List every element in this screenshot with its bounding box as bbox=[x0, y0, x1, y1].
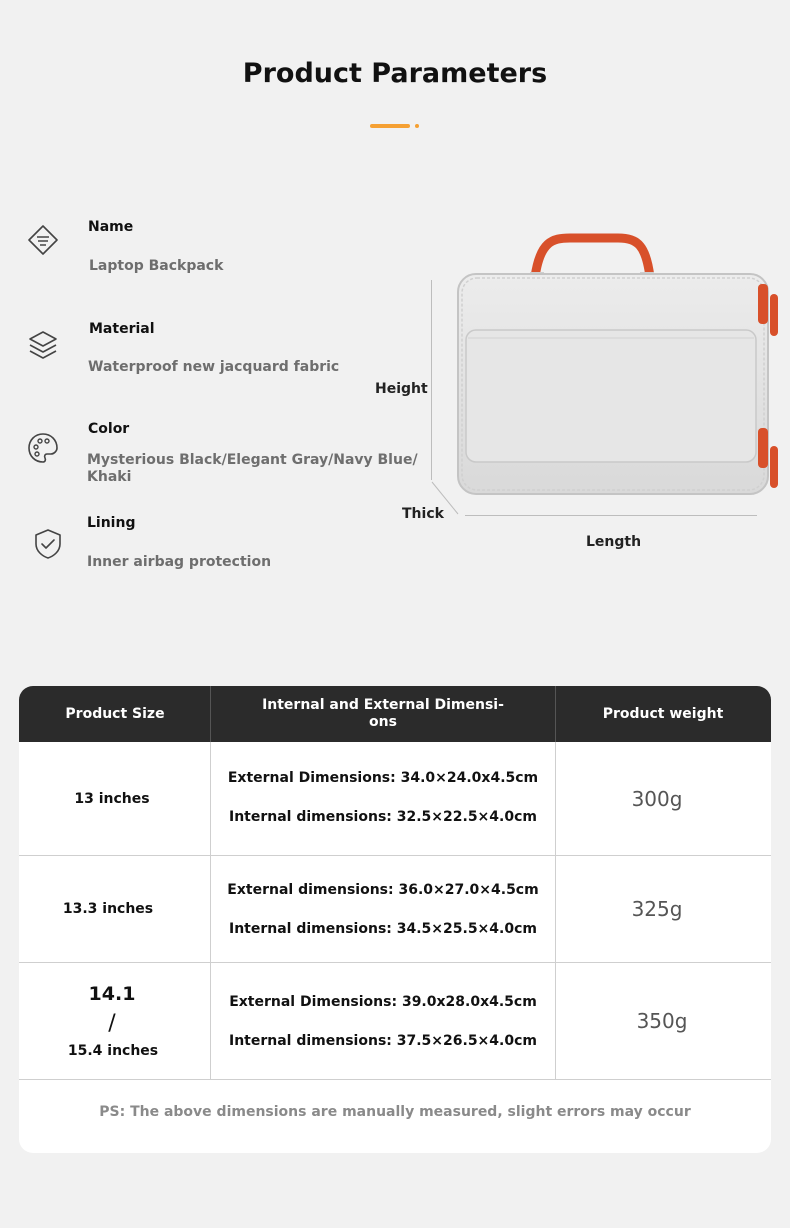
row-internal: Internal dimensions: 37.5×26.5×4.0cm bbox=[229, 1032, 537, 1049]
param-label: Material bbox=[89, 321, 155, 337]
row-size: 13.3 inches bbox=[62, 901, 154, 917]
param-label: Color bbox=[88, 421, 130, 437]
thick-label: Thick bbox=[402, 506, 444, 522]
row-divider bbox=[19, 1079, 771, 1080]
row-internal: Internal dimensions: 34.5×25.5×4.0cm bbox=[229, 920, 537, 937]
table-row bbox=[19, 856, 211, 962]
page-title: Product Parameters bbox=[242, 58, 548, 89]
row-weight: 325g bbox=[631, 897, 683, 921]
laptop-bag-image bbox=[440, 232, 780, 502]
size-table bbox=[19, 686, 771, 1153]
height-guide-line bbox=[431, 280, 432, 480]
row-dimensions bbox=[211, 963, 555, 1079]
title-accent-dot bbox=[415, 124, 419, 128]
table-row bbox=[19, 963, 211, 1079]
height-label: Height bbox=[375, 381, 428, 397]
shield-check-icon bbox=[31, 527, 65, 561]
header-product-size: Product Size bbox=[65, 705, 165, 722]
length-guide-line bbox=[465, 515, 757, 516]
header-dimensions bbox=[211, 686, 555, 742]
param-label: Name bbox=[88, 219, 134, 235]
title-accent-bar bbox=[370, 124, 410, 128]
measurement-note: PS: The above dimensions are manually measured, slight errors may occur bbox=[99, 1104, 691, 1120]
header-dimensions-line1: Internal and External Dimensi- bbox=[262, 697, 504, 713]
row-size-slash: / bbox=[108, 1011, 116, 1036]
diamond-icon bbox=[26, 223, 60, 257]
row-weight-cell bbox=[555, 963, 771, 1079]
param-value-line2: Khaki bbox=[87, 469, 132, 485]
row-size-top: 14.1 bbox=[88, 983, 136, 1005]
param-value: Waterproof new jacquard fabric bbox=[88, 359, 340, 375]
row-size-bottom: 15.4 inches bbox=[67, 1043, 159, 1059]
row-internal: Internal dimensions: 32.5×22.5×4.0cm bbox=[229, 809, 537, 825]
palette-icon bbox=[26, 431, 60, 465]
table-header bbox=[19, 686, 771, 742]
param-value: Laptop Backpack bbox=[89, 258, 224, 274]
header-product-weight: Product weight bbox=[602, 705, 724, 722]
param-value-line1: Mysterious Black/Elegant Gray/Navy Blue/ bbox=[87, 452, 418, 468]
row-weight-cell bbox=[555, 856, 771, 962]
header-dimensions-line2: ons bbox=[369, 714, 397, 730]
row-external: External Dimensions: 34.0×24.0x4.5cm bbox=[227, 770, 539, 786]
row-dimensions bbox=[211, 742, 555, 855]
row-size: 13 inches bbox=[74, 790, 150, 807]
row-weight: 300g bbox=[631, 786, 683, 811]
layers-icon bbox=[26, 328, 60, 362]
row-weight: 350g bbox=[636, 1009, 688, 1033]
row-external: External dimensions: 36.0×27.0×4.5cm bbox=[227, 881, 539, 898]
row-external: External Dimensions: 39.0x28.0x4.5cm bbox=[229, 993, 537, 1010]
param-label: Lining bbox=[87, 515, 136, 531]
row-weight-cell bbox=[555, 742, 771, 855]
table-row bbox=[19, 742, 211, 855]
row-dimensions bbox=[211, 856, 555, 962]
length-label: Length bbox=[586, 534, 642, 550]
param-value: Inner airbag protection bbox=[87, 554, 272, 570]
